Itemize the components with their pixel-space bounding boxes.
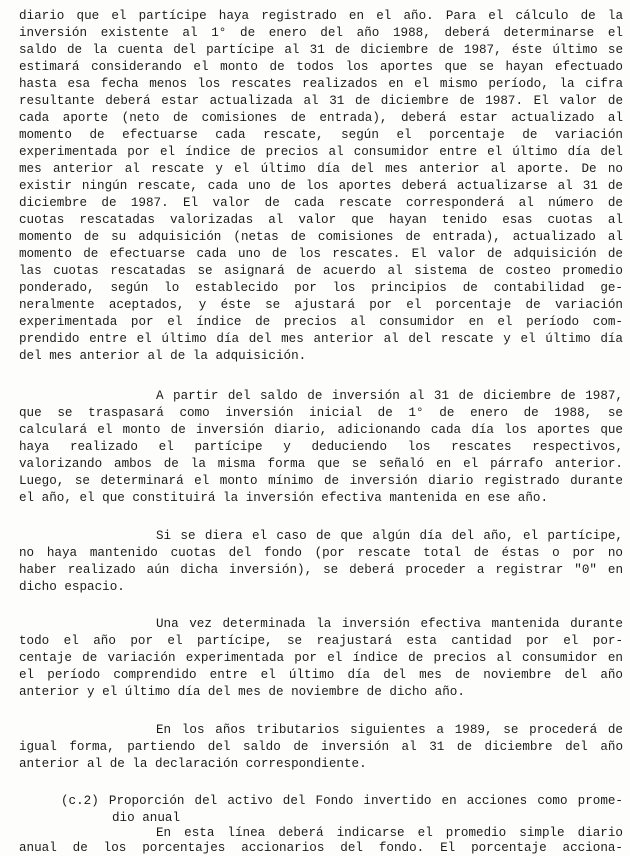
- section-heading-continuation: dio anual: [112, 811, 181, 825]
- section-heading: (c.2) Proporción del activo del Fondo invertido en acciones como prome-: [61, 794, 623, 808]
- text-line: experimentada por el índice de precios al consumidor en el período com-: [19, 315, 623, 329]
- text-line: no haya mantenido cuotas del fondo (por rescate total de éstas o por no: [19, 546, 623, 560]
- text-line: existir ningún rescate, cada uno de los aportes deberá actualizarse al 31 de: [19, 179, 623, 193]
- text-line: haber realizado aún dicha inversión), se deberá proceder a registrar "0" en: [19, 563, 623, 577]
- text-line: estimará considerando el monto de todos los aportes que se hayan efectuado: [19, 60, 623, 74]
- text-line: haya realizado el partícipe y deduciendo los rescates respectivos,: [19, 440, 623, 454]
- text-line: En esta línea deberá indicarse el promedio simple diario: [156, 826, 623, 840]
- text-line: centaje de variación experimentada por el índice de precios al consumidor en: [19, 651, 623, 665]
- text-line: todo el año por el partícipe, se reajustará esta cantidad por el por-: [19, 634, 623, 648]
- text-line: A partir del saldo de inversión al 31 de diciembre de 1987,: [156, 389, 623, 403]
- text-line: saldo de la cuenta del partícipe al 31 de diciembre de 1987, éste último se: [19, 43, 623, 57]
- text-line: En los años tributarios siguientes a 1989, se procederá de: [156, 723, 623, 737]
- text-line: calculará el monto de inversión diario, adicionando cada día los aportes que: [19, 423, 623, 437]
- text-line: Si se diera el caso de que algún día del año, el partícipe,: [156, 529, 623, 543]
- text-line: momento de efectuarse cada uno de los rescates. El valor de adquisición de: [19, 247, 623, 261]
- text-line: Luego, se determinará el monto mínimo de inversión diario registrado durante: [19, 474, 623, 488]
- text-line: hasta esa fecha menos los rescates realizados en el mismo período, la cifra: [19, 77, 623, 91]
- text-line: experimentada por el índice de precios al consumidor entre el último día del: [19, 145, 623, 159]
- text-line: resultante deberá estar actualizada al 31 de diciembre de 1987. El valor de: [19, 94, 623, 108]
- text-line: del mes anterior al de la adquisición.: [19, 349, 307, 363]
- text-line: el año, el que constituirá la inversión efectiva mantenida en ese año.: [19, 491, 549, 505]
- text-line: dicho espacio.: [19, 580, 125, 594]
- text-line: cuotas rescatadas valorizadas al valor que hayan tenido esas cuotas al: [19, 213, 623, 227]
- text-line: valorizando ambos de la misma forma que se señaló en el párrafo anterior.: [19, 457, 623, 471]
- text-line: momento de su adquisición (netas de comisiones de entrada), actualizado al: [19, 230, 623, 244]
- text-line: neralmente aceptados, y éste se ajustará por el porcentaje de variación: [19, 298, 623, 312]
- text-line: igual forma, partiendo del saldo de inversión al 31 de diciembre del año: [19, 740, 623, 754]
- text-line: las cuotas rescatadas se asignará de acuerdo al sistema de costeo promedio: [19, 264, 623, 278]
- text-line: mes anterior al rescate y el último día del mes anterior al aporte. De no: [19, 162, 623, 176]
- text-line: inversión existente al 1° de enero del año 1988, deberá determinarse el: [19, 26, 623, 40]
- text-line: prendido entre el último día del mes anterior al del rescate y el último día: [19, 332, 623, 346]
- text-line: que se traspasará como inversión inicial de 1° de enero de 1988, se: [19, 406, 623, 420]
- text-line: el período comprendido entre el último día del mes de noviembre del año: [19, 668, 623, 682]
- text-line: anterior al de la declaración correspondiente.: [19, 757, 367, 771]
- text-line: diciembre de 1987. El valor de cada rescate corresponderá al número de: [19, 196, 623, 210]
- text-line: ponderado, según lo establecido por los principios de contabilidad ge-: [19, 281, 623, 295]
- text-line: Una vez determinada la inversión efectiva mantenida durante: [156, 617, 623, 631]
- text-line: cada aporte (neto de comisiones de entrada), deberá estar actualizado al: [19, 111, 623, 125]
- text-line: momento de efectuarse cada rescate, según el porcentaje de variación: [19, 128, 623, 142]
- text-line: anual de los porcentajes accionarios del fondo. El porcentaje acciona-: [19, 841, 623, 855]
- text-line: diario que el partícipe haya registrado en el año. Para el cálculo de la: [19, 9, 623, 23]
- text-line: anterior y el último día del mes de noviembre de dicho año.: [19, 685, 465, 699]
